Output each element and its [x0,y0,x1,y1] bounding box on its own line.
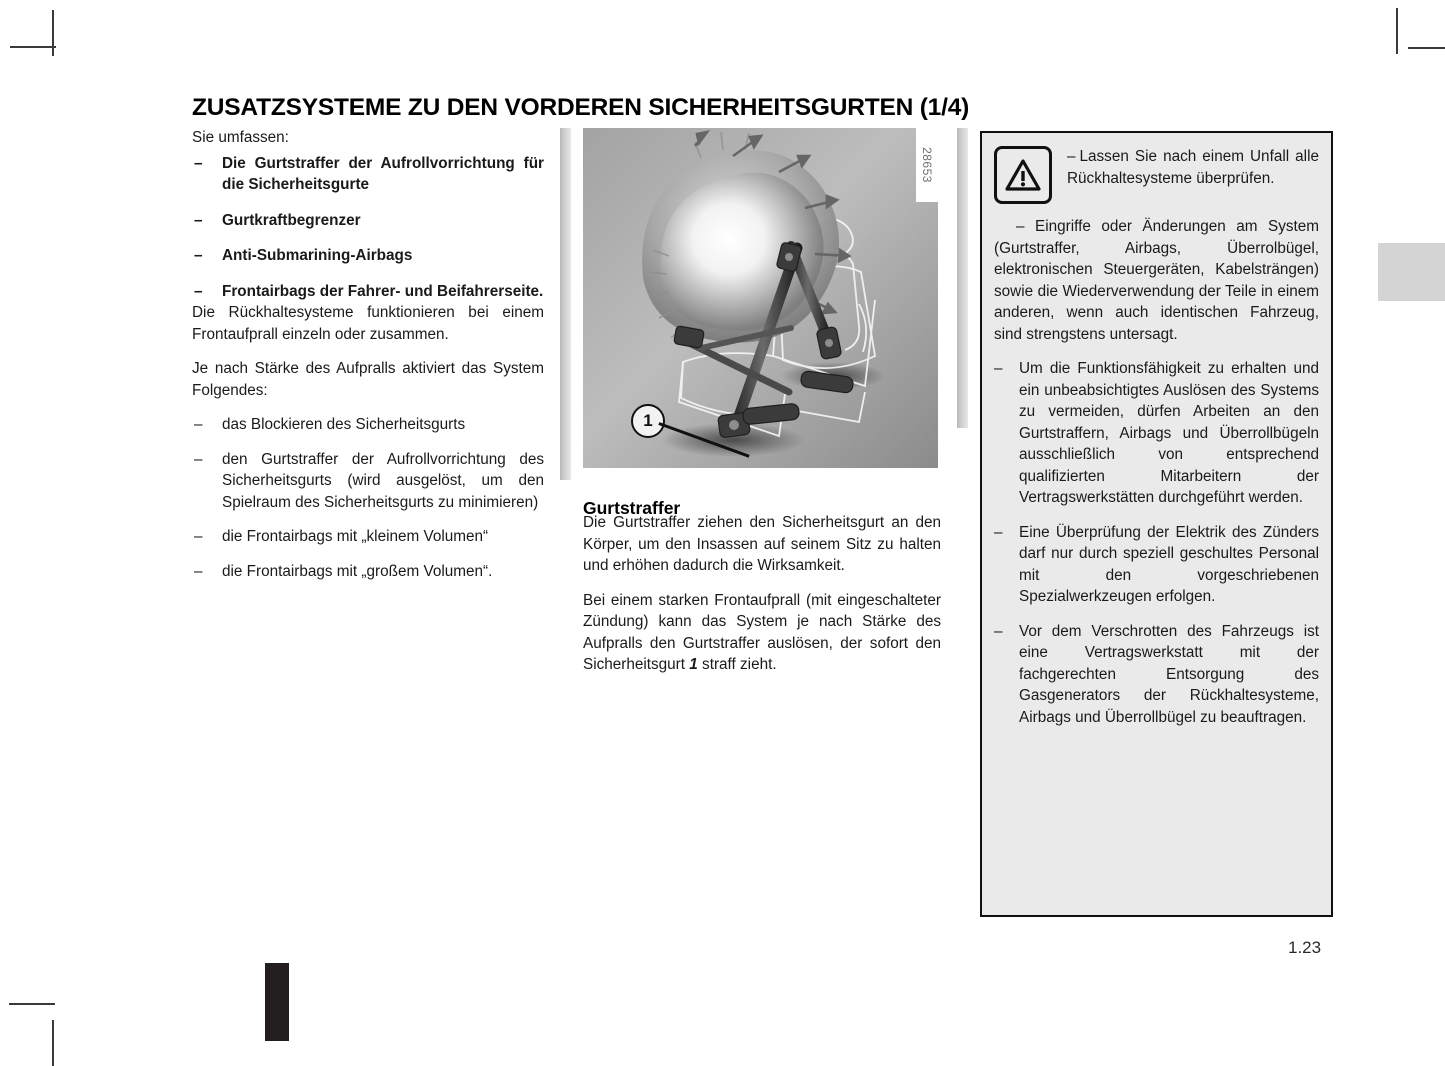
crop-mark-top-left-horizontal [10,46,56,48]
middle-paragraph-2-emphasis: 1 [689,656,698,673]
middle-paragraph-2-part-2: straff zieht. [697,656,777,673]
list-item-label: Anti-Submarining-Airbags [222,247,413,264]
components-list [192,153,544,303]
section-heading-gurtstraffer: Gurtstraffer [583,497,681,518]
middle-paragraph-2-part-1: Bei einem starken Frontaufprall (mit eingeschalteter Zündung) kann das System je nach Stärke des Aufpralls den Gurtstraffer auslösen, der sofort den Sicherheitsgurt [583,591,941,673]
list-item [994,522,1319,608]
crop-mark-bottom-left-horizontal [9,1003,55,1005]
list-item-label: Frontairbags der Fahrer- und Beifahrerseite. [222,282,544,300]
list-item [192,245,544,267]
dash-marker: – [194,211,203,229]
warning-list [994,358,1319,728]
dash-marker: – [994,523,1003,541]
list-item-label: Gurtkraftbegrenzer [222,211,361,229]
list-item [192,449,544,514]
list-item-label: Vor dem Verschrotten des Fahrzeugs ist eine Vertragswerkstatt mit der fachgerechten Entsorgung des Gasgenerators der Rückhaltesysteme, Airbags und Überrollbügel zu beauftragen. [1019,622,1319,726]
list-item-label: die Frontairbags mit „kleinem Volumen“ [222,528,489,545]
dash-marker: – [194,416,203,433]
list-item-label: Eine Überprüfung der Elektrik des Zünders darf nur durch speziell geschultes Personal mit den vorgeschriebenen Spezialwerkzeugen erfolgen. [1019,523,1319,605]
warning-first-item-label: Lassen Sie nach einem Unfall alle Rückhaltesysteme überprüfen. [1067,148,1319,187]
crop-mark-top-left-vertical [52,10,54,56]
crop-mark-top-right-vertical [1396,8,1398,54]
left-paragraph-2: Je nach Stärke des Aufpralls aktiviert das System Folgendes: [192,360,544,399]
warning-box [980,131,1333,917]
chapter-edge-tab-gray [1378,243,1445,301]
dash-marker: – [194,562,203,580]
warning-first-item [1065,146,1319,189]
left-paragraph-1: Die Rückhaltesysteme funktionieren bei einem Frontaufprall einzeln oder zusammen. [192,304,544,343]
callout-marker-1: 1 [631,404,665,438]
dash-marker: – [194,450,203,468]
list-item-label: Um die Funktionsfähigkeit zu erhalten und ein unbeabsichtigtes Auslösen des Systems zu vermeiden, dürfen Arbeiten an den Gurtstraffern, Airbags und Überrollbügeln ausschließlich von entsprechend qualifizierten Mitarbeitern der Vertragswerkstätten durchgeführt werden. [1019,360,1319,506]
figure-reference-number: 28653 [920,147,934,183]
warning-triangle-glyph [1005,159,1041,191]
airbag-pretensioner-illustration [583,128,938,468]
list-item-label: das Blockieren des Sicherheitsgurts [222,416,466,433]
middle-paragraph-2 [583,590,941,676]
activation-list [192,414,544,582]
middle-paragraph-1: Die Gurtstraffer ziehen den Sicherheitsgurt an den Körper, um den Insassen auf seinem Sitz zu halten und erhöhen dadurch die Wirksamkeit. [583,514,941,574]
dash-marker: – [194,154,203,172]
warning-triangle-icon [994,146,1052,204]
dash-marker: – [994,622,1003,640]
dash-marker: – [194,528,203,545]
list-item-label: Die Gurtstraffer der Aufrollvorrichtung für die Sicherheitsgurte [222,154,544,193]
left-lead-text: Sie umfassen: [192,129,289,146]
list-item [192,210,544,232]
chapter-edge-tab-black [265,963,289,1041]
list-item [192,561,544,583]
page-number: 1.23 [1288,938,1322,957]
dash-marker: – [194,247,203,264]
dash-marker: – [994,360,1003,377]
middle-column [583,512,941,676]
dash-marker: – [1067,148,1076,165]
crop-mark-top-right-horizontal [1408,47,1445,49]
list-item [994,621,1319,729]
crop-mark-bottom-left-vertical [52,1020,54,1066]
dash-marker: – [194,282,203,300]
column-divider-right [957,128,968,428]
figure-reference-badge [916,128,938,202]
list-item [192,526,544,548]
list-item [192,281,544,303]
page-title: ZUSATZSYSTEME ZU DEN VORDEREN SICHERHEITSGURTEN (1/4) [192,94,970,122]
left-column [192,127,544,582]
warning-second-paragraph: – Eingriffe oder Änderungen am System (Gurtstraffer, Airbags, Überrolbügel, elektronischen Steuergeräten, Kabelsträngen) sowie die Wiederverwendung der Teile in einem anderen, wenn auch identischen Fahrzeug, sind strengstens untersagt. [994,218,1319,343]
list-item-label: den Gurtstraffer der Aufrollvorrichtung des Sicherheitsgurts (wird ausgelöst, um den Spielraum des Sicherheitsgurts zu minimieren) [222,450,544,511]
warning-header [994,146,1319,204]
list-item [192,414,544,436]
column-divider-left [560,128,571,480]
list-item [192,153,544,196]
list-item [994,358,1319,509]
list-item-label: die Frontairbags mit „großem Volumen“. [222,562,493,580]
